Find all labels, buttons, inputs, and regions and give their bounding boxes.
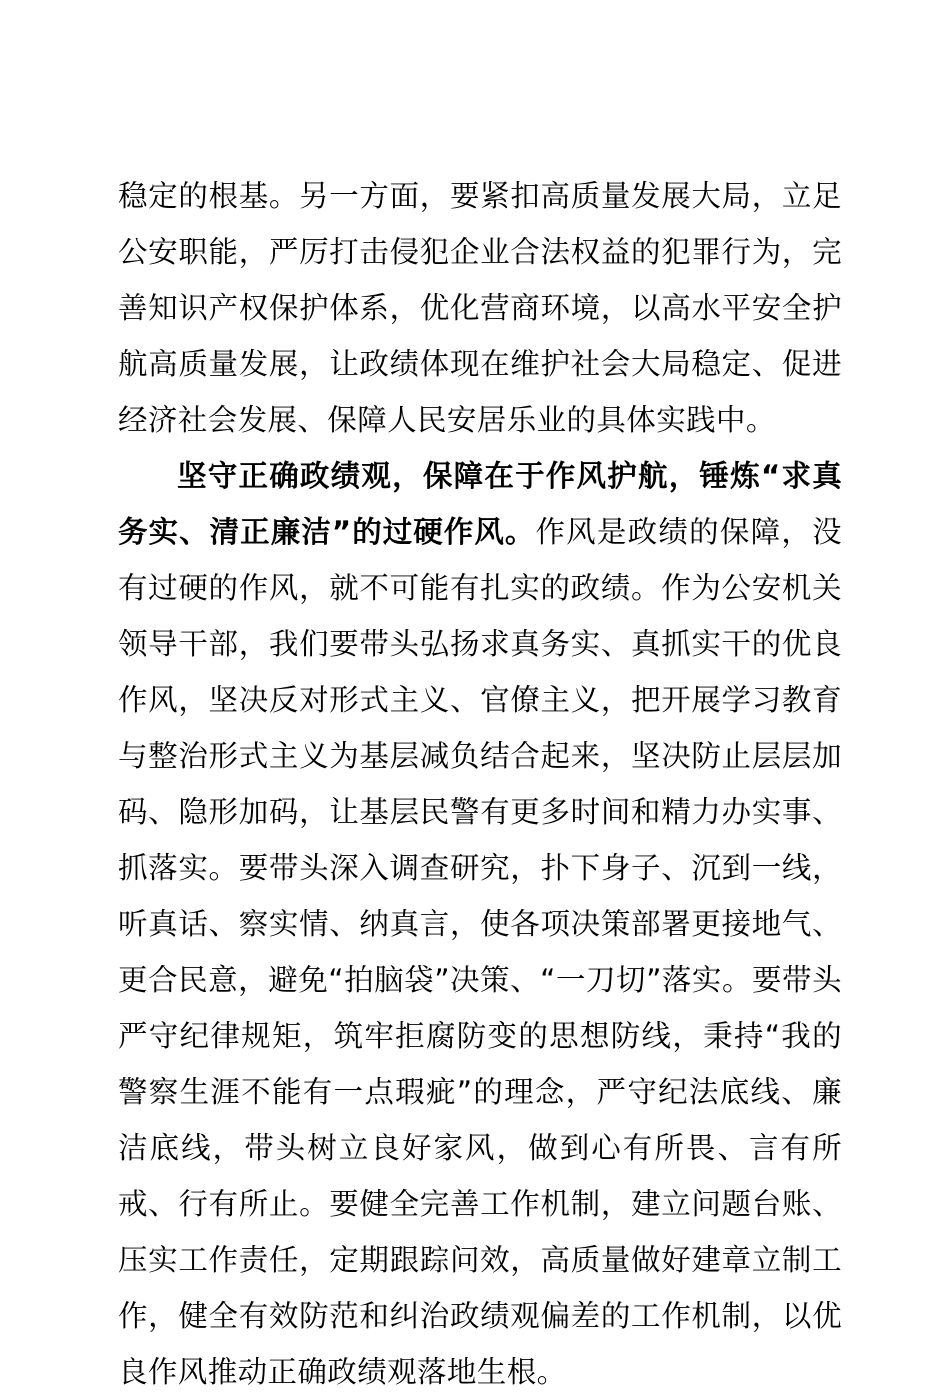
text-run: 稳定的根基。另一方面，要紧扣高质量发展大局，立足公安职能，严厉打击侵犯企业合法权益的犯罪行为，完善知识产权保护体系，优化营商环境，以高水平安全护航高质量发展，让政绩体现在维护社会大局稳定、促进经济社会发展、保障人民安居乐业的具体实践中。 — [118, 179, 842, 437]
paragraph-work-style — [118, 448, 842, 1400]
document-body — [118, 168, 842, 1400]
paragraph-continuation — [118, 168, 842, 448]
text-run-body: 作风是政绩的保障，没有过硬的作风，就不可能有扎实的政绩。作为公安机关领导干部，我们要带头弘扬求真务实、真抓实干的优良作风，坚决反对形式主义、官僚主义，把开展学习教育与整治形式主义为基层减负结合起来，坚决防止层层加码、隐形加码，让基层民警有更多时间和精力办实事、抓落实。要带头深入调查研究，扑下身子、沉到一线，听真话、察实情、纳真言，使各项决策部署更接地气、更合民意，避免“拍脑袋”决策、“一刀切”落实。要带头严守纪律规矩，筑牢拒腐防变的思想防线，秉持“我的警察生涯不能有一点瑕疵”的理念，严守纪法底线、廉洁底线，带头树立良好家风，做到心有所畏、言有所戒、行有所止。要健全完善工作机制，建立问题台账、压实工作责任，定期跟踪问效，高质量做好建章立制工作，健全有效防范和纠治政绩观偏差的工作机制，以优良作风推动正确政绩观落地生根。 — [118, 515, 842, 1389]
text-run-bold-lead: 坚守正确政绩观，保障在于作风护航，锤炼“求真务实、清正廉洁”的过硬作风。 — [118, 459, 842, 549]
